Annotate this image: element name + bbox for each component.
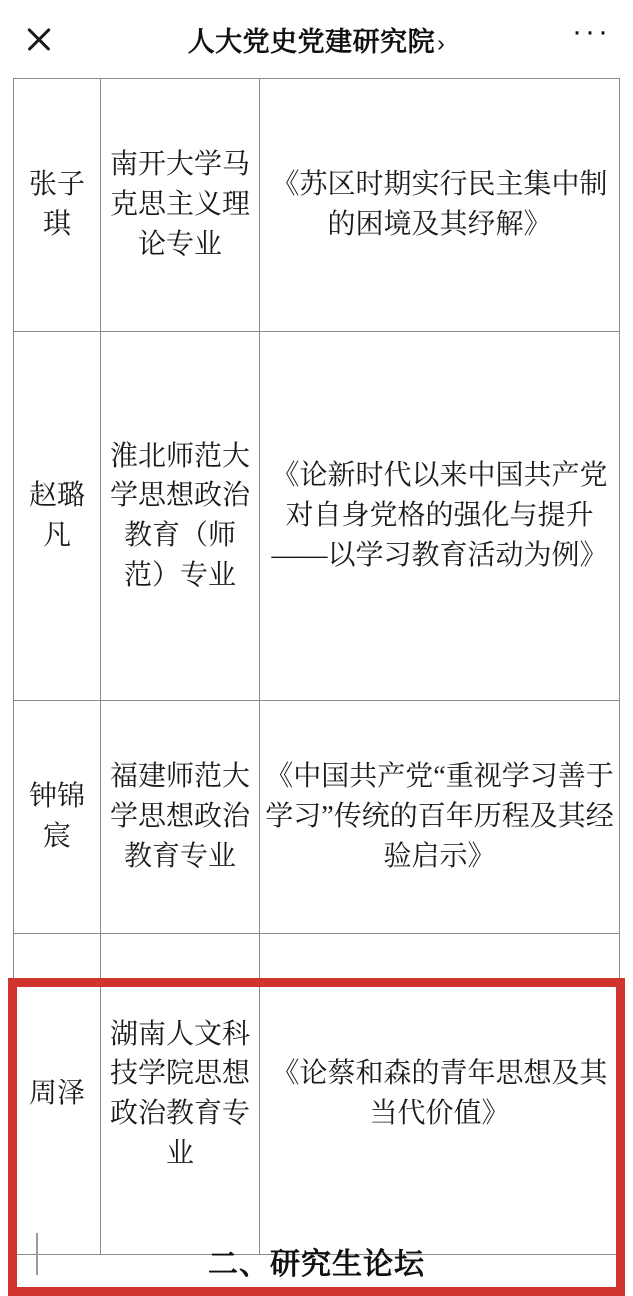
cell-major: 福建师范大学思想政治教育专业 (101, 701, 260, 934)
page-title (0, 15, 633, 59)
cell-name: 张子琪 (14, 79, 101, 332)
more-options-icon[interactable]: ··· (572, 15, 611, 48)
table-row (14, 701, 620, 934)
cell-title: 《论蔡和森的青年思想及其当代价值》 (260, 934, 620, 1255)
cell-title: 《中国共产党“重视学习善于学习”传统的百年历程及其经验启示》 (260, 701, 620, 934)
cell-title: 《苏区时期实行民主集中制的困境及其纾解》 (260, 79, 620, 332)
cell-title: 《论新时代以来中国共产党对自身党格的强化与提升——以学习教育活动为例》 (260, 332, 620, 701)
cell-major: 南开大学马克思主义理论专业 (101, 79, 260, 332)
top-navigation-bar (0, 0, 633, 78)
page-title-text: 人大党史党建研究院 (187, 26, 436, 57)
table-row (14, 79, 620, 332)
cell-name: 赵璐凡 (14, 332, 101, 701)
participants-table (13, 78, 620, 1255)
cell-name: 周泽 (14, 934, 101, 1255)
close-icon[interactable] (22, 22, 56, 56)
document-content (0, 78, 633, 1255)
chevron-right-icon: › (437, 29, 446, 56)
cell-name: 钟锦宸 (14, 701, 101, 934)
cell-major: 淮北师范大学思想政治教育（师范）专业 (101, 332, 260, 701)
table-row-highlighted (14, 934, 620, 1255)
section-heading: 二、研究生论坛 (208, 1248, 425, 1281)
table-row (14, 332, 620, 701)
cell-major: 湖南人文科技学院思想政治教育专业 (101, 934, 260, 1255)
